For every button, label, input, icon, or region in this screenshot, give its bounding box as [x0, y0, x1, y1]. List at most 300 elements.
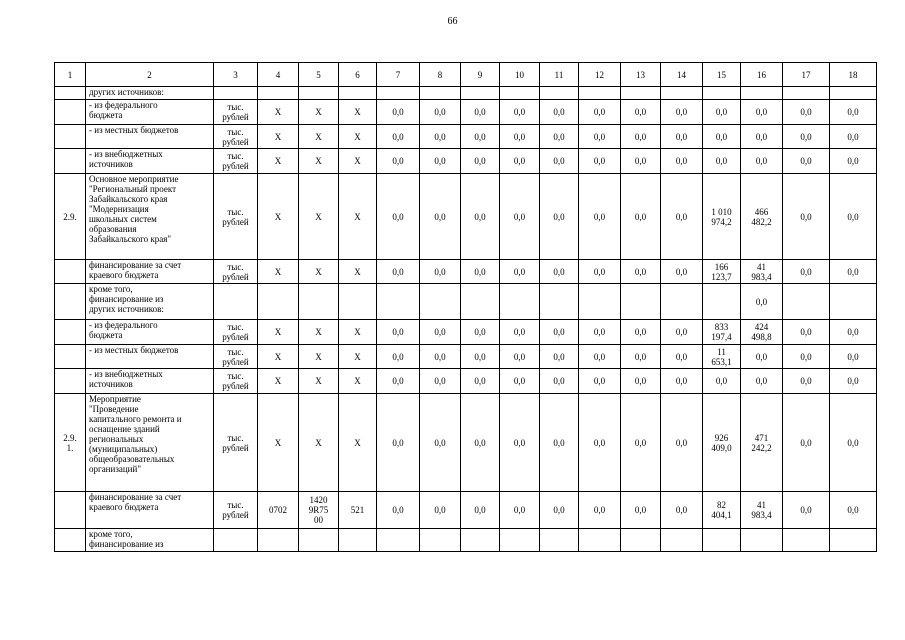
cell-text: 0,0	[755, 351, 768, 362]
header-cell: 18	[830, 63, 877, 87]
table-cell	[214, 320, 258, 345]
table-cell	[420, 87, 461, 100]
table-cell	[299, 149, 339, 174]
cell-text: X	[274, 376, 282, 386]
cell-text: 0,0	[675, 505, 688, 515]
table-cell	[579, 492, 621, 529]
table-cell	[540, 284, 579, 320]
table-cell	[258, 394, 299, 492]
table-cell	[339, 345, 377, 369]
table-cell	[377, 149, 420, 174]
table-cell	[55, 100, 86, 125]
table-cell	[258, 529, 299, 552]
table-cell	[783, 87, 830, 100]
table-cell	[703, 149, 741, 174]
table-cell	[461, 345, 500, 369]
cell-text: 0,0	[474, 266, 486, 277]
cell-text: 0,0	[434, 351, 446, 362]
cell-text: 0,0	[553, 376, 565, 386]
cell-text: 926 409,0	[711, 432, 732, 453]
table-cell	[741, 174, 783, 260]
cell-text: 0,0	[593, 107, 606, 117]
cell-text: 0,0	[847, 156, 859, 166]
cell-text: 41 983,4	[751, 500, 772, 520]
table-cell	[339, 529, 377, 552]
cell-text: кроме того, финансирование из	[89, 529, 164, 549]
cell-text: 0,0	[755, 156, 768, 166]
table-cell	[214, 100, 258, 125]
table-cell	[500, 369, 540, 394]
table-cell	[741, 369, 783, 394]
header-cell: 2	[86, 63, 214, 87]
cell-text: кроме того, финансирование из других источников:	[89, 284, 164, 314]
page-number: 66	[447, 16, 458, 27]
table-cell	[661, 125, 703, 149]
table-cell	[579, 369, 621, 394]
table-cell	[540, 149, 579, 174]
table-cell	[214, 284, 258, 320]
table-cell	[339, 100, 377, 125]
table-cell	[339, 87, 377, 100]
table-row	[55, 284, 877, 320]
table-cell	[500, 394, 540, 492]
table-cell	[55, 174, 86, 260]
table-cell	[420, 345, 461, 369]
table-cell	[377, 260, 420, 284]
cell-text: X	[315, 131, 322, 142]
cell-text: 0,0	[847, 437, 859, 448]
cell-text: 0,0	[434, 327, 446, 337]
cell-text: X	[354, 376, 361, 386]
cell-text: 0,0	[553, 351, 565, 362]
table-cell	[377, 87, 420, 100]
table-cell	[579, 284, 621, 320]
table-cell	[299, 100, 339, 125]
cell-text: - из федерального бюджета	[89, 100, 158, 120]
table-cell	[461, 394, 500, 492]
table-cell	[579, 345, 621, 369]
table-cell	[461, 284, 500, 320]
table-cell	[661, 345, 703, 369]
table-cell	[299, 284, 339, 320]
table-cell	[461, 320, 500, 345]
table-cell	[830, 174, 877, 260]
table-cell	[661, 260, 703, 284]
table-cell	[55, 369, 86, 394]
cell-text: 471 242,2	[751, 432, 772, 453]
cell-text: 0,0	[513, 156, 526, 166]
table-cell	[783, 320, 830, 345]
table-cell	[703, 369, 741, 394]
table-cell	[703, 492, 741, 529]
cell-text: 0,0	[434, 505, 446, 515]
cell-text: 0,0	[634, 211, 647, 222]
table-cell	[420, 284, 461, 320]
cell-text: 0,0	[755, 376, 768, 386]
table-cell	[703, 87, 741, 100]
cell-text: 0,0	[513, 107, 526, 117]
table-cell	[661, 492, 703, 529]
table-cell	[214, 125, 258, 149]
table-cell	[830, 394, 877, 492]
cell-text: тыс. рублей	[222, 500, 249, 520]
table-cell	[258, 149, 299, 174]
cell-text: X	[354, 437, 361, 448]
table-cell	[579, 87, 621, 100]
table-cell	[214, 529, 258, 552]
cell-text: 0,0	[513, 351, 526, 362]
row-description	[86, 320, 214, 345]
cell-text: 0,0	[513, 266, 526, 277]
row-description	[86, 394, 214, 492]
table-cell	[579, 394, 621, 492]
table-cell	[420, 149, 461, 174]
table-cell	[299, 87, 339, 100]
table-cell	[214, 492, 258, 529]
table-cell	[830, 529, 877, 552]
row-description	[86, 100, 214, 125]
cell-text: 0,0	[593, 266, 606, 277]
table-cell	[339, 149, 377, 174]
table-cell	[299, 369, 339, 394]
table-cell	[703, 125, 741, 149]
header-cell: 8	[420, 63, 461, 87]
table-cell	[500, 174, 540, 260]
cell-text: 0,0	[675, 351, 688, 362]
table-cell	[540, 394, 579, 492]
cell-text: 1 010 974,2	[711, 206, 732, 227]
table-cell	[703, 284, 741, 320]
header-cell: 6	[339, 63, 377, 87]
table-cell	[258, 345, 299, 369]
table-cell	[830, 492, 877, 529]
cell-text: 0,0	[755, 131, 768, 142]
cell-text: 0,0	[392, 131, 404, 142]
table-cell	[377, 369, 420, 394]
cell-text: 0,0	[634, 505, 647, 515]
table-cell	[339, 284, 377, 320]
cell-text: 0,0	[593, 437, 606, 448]
table-cell	[461, 149, 500, 174]
table-cell	[783, 260, 830, 284]
cell-text: 0,0	[513, 211, 526, 222]
table-cell	[258, 125, 299, 149]
cell-text: 0,0	[634, 107, 647, 117]
cell-text: 0,0	[434, 156, 446, 166]
table-cell	[540, 345, 579, 369]
table-cell	[258, 492, 299, 529]
table-cell	[830, 149, 877, 174]
table-cell	[214, 87, 258, 100]
table-cell	[783, 125, 830, 149]
header-cell: 10	[500, 63, 540, 87]
table-cell	[339, 394, 377, 492]
table-cell	[299, 260, 339, 284]
cell-text: тыс. рублей	[222, 206, 249, 227]
cell-text: 0,0	[513, 437, 526, 448]
row-description	[86, 529, 214, 552]
table-cell	[258, 284, 299, 320]
table-row	[55, 174, 877, 260]
table-cell	[540, 100, 579, 125]
header-cell: 4	[258, 63, 299, 87]
cell-text: 0,0	[553, 266, 565, 277]
cell-text: 0,0	[434, 376, 446, 386]
cell-text: X	[274, 156, 282, 166]
cell-text: 0,0	[434, 131, 446, 142]
table-cell	[661, 320, 703, 345]
cell-text: 0,0	[593, 211, 606, 222]
header-row	[55, 63, 877, 87]
cell-text: 2.9.	[63, 211, 77, 222]
cell-text: X	[354, 211, 361, 222]
table-cell	[579, 260, 621, 284]
cell-text: X	[274, 351, 282, 362]
table-cell	[741, 100, 783, 125]
header-cell: 12	[579, 63, 621, 87]
table-cell	[741, 284, 783, 320]
cell-text: X	[274, 327, 282, 337]
cell-text: X	[315, 156, 322, 166]
table-cell	[830, 260, 877, 284]
row-description	[86, 149, 214, 174]
table-cell	[55, 87, 86, 100]
table-cell	[703, 529, 741, 552]
table-cell	[377, 529, 420, 552]
cell-text: X	[315, 437, 322, 448]
cell-text: 0,0	[593, 156, 606, 166]
cell-text: 0,0	[513, 327, 526, 337]
cell-text: - из местных бюджетов	[89, 125, 179, 135]
table-cell	[299, 394, 339, 492]
table-cell	[377, 394, 420, 492]
cell-text: других источников:	[89, 87, 164, 97]
cell-text: X	[274, 107, 282, 117]
cell-text: 0,0	[755, 107, 768, 117]
cell-text: 0,0	[675, 266, 688, 277]
table-cell	[55, 125, 86, 149]
cell-text: 0,0	[715, 131, 728, 142]
cell-text: - из федерального бюджета	[89, 320, 158, 340]
table-cell	[500, 100, 540, 125]
cell-text: 0,0	[800, 351, 812, 362]
table-cell	[830, 125, 877, 149]
table-cell	[741, 345, 783, 369]
cell-text: 0,0	[593, 351, 606, 362]
table-cell	[258, 369, 299, 394]
cell-text: 0,0	[675, 327, 688, 337]
table-cell	[540, 87, 579, 100]
cell-text: финансирование за счет краевого бюджета	[89, 260, 182, 280]
table-cell	[703, 174, 741, 260]
table-cell	[258, 87, 299, 100]
table-cell	[661, 100, 703, 125]
cell-text: 0,0	[434, 266, 446, 277]
cell-text: X	[315, 327, 322, 337]
table-cell	[377, 492, 420, 529]
cell-text: 0,0	[474, 107, 486, 117]
cell-text: 0,0	[675, 131, 688, 142]
table-cell	[703, 345, 741, 369]
table-cell	[299, 529, 339, 552]
table-cell	[339, 492, 377, 529]
header-cell: 11	[540, 63, 579, 87]
cell-text: - из внебюджетных источников	[89, 149, 163, 169]
table-cell	[579, 529, 621, 552]
table-cell	[703, 394, 741, 492]
table-cell	[500, 125, 540, 149]
cell-text: 0,0	[634, 376, 647, 386]
table-cell	[420, 529, 461, 552]
cell-text: тыс. рублей	[222, 371, 249, 391]
table-cell	[55, 529, 86, 552]
table-cell	[540, 369, 579, 394]
table-cell	[783, 369, 830, 394]
table-cell	[55, 284, 86, 320]
cell-text: 2.9. 1.	[63, 432, 77, 453]
table-row	[55, 369, 877, 394]
cell-text: 0,0	[553, 107, 565, 117]
cell-text: 0,0	[593, 131, 606, 142]
table-cell	[55, 149, 86, 174]
table-cell	[621, 394, 661, 492]
table-cell	[540, 529, 579, 552]
table-cell	[461, 125, 500, 149]
cell-text: 0,0	[675, 437, 688, 448]
table-cell	[377, 100, 420, 125]
cell-text: 0,0	[800, 437, 812, 448]
table-cell	[830, 369, 877, 394]
cell-text: X	[274, 211, 282, 222]
cell-text: 11 653,1	[711, 346, 732, 367]
cell-text: 0,0	[675, 376, 688, 386]
table-cell	[420, 394, 461, 492]
cell-text: 0,0	[434, 211, 446, 222]
header-cell: 16	[741, 63, 783, 87]
cell-text: 0,0	[800, 131, 812, 142]
table-cell	[830, 345, 877, 369]
cell-text: 0,0	[474, 376, 486, 386]
table-cell	[461, 174, 500, 260]
table-cell	[741, 320, 783, 345]
cell-text: 0,0	[800, 505, 812, 515]
header-cell: 3	[214, 63, 258, 87]
cell-text: 833 197,4	[711, 322, 732, 342]
table-cell	[830, 100, 877, 125]
table-cell	[55, 345, 86, 369]
cell-text: 0,0	[847, 131, 859, 142]
table-cell	[214, 174, 258, 260]
cell-text: 0,0	[553, 505, 565, 515]
table-cell	[621, 100, 661, 125]
table-cell	[741, 125, 783, 149]
cell-text: 0,0	[634, 131, 647, 142]
table-cell	[830, 87, 877, 100]
table-cell	[621, 369, 661, 394]
table-row	[55, 260, 877, 284]
table-cell	[420, 369, 461, 394]
cell-text: тыс. рублей	[222, 322, 249, 342]
table-cell	[661, 87, 703, 100]
table-cell	[621, 284, 661, 320]
cell-text: X	[315, 107, 322, 117]
table-cell	[214, 345, 258, 369]
cell-text: X	[274, 266, 282, 277]
header-cell: 7	[377, 63, 420, 87]
table-cell	[500, 149, 540, 174]
cell-text: 0,0	[392, 156, 404, 166]
cell-text: Мероприятие "Проведение капитального ремонта и оснащение зданий региональных (муниципальных) общеобразовательных организаций"	[89, 394, 182, 474]
cell-text: 0,0	[800, 327, 812, 337]
table-cell	[621, 492, 661, 529]
table-cell	[621, 529, 661, 552]
cell-text: - из внебюджетных источников	[89, 369, 163, 389]
cell-text: X	[354, 266, 361, 277]
cell-text: 166 123,7	[711, 261, 732, 282]
table-cell	[258, 320, 299, 345]
cell-text: тыс. рублей	[222, 432, 249, 453]
cell-text: 0,0	[513, 505, 526, 515]
cell-text: 0,0	[847, 327, 859, 337]
cell-text: 0,0	[553, 327, 565, 337]
table-cell	[420, 260, 461, 284]
table-cell	[661, 369, 703, 394]
cell-text: 0,0	[847, 266, 859, 277]
table-cell	[661, 284, 703, 320]
cell-text: 0,0	[675, 107, 688, 117]
header-cell: 5	[299, 63, 339, 87]
table-cell	[783, 174, 830, 260]
header-cell: 17	[783, 63, 830, 87]
cell-text: 0,0	[847, 211, 859, 222]
table-row	[55, 87, 877, 100]
cell-text: X	[354, 107, 361, 117]
cell-text: 0,0	[800, 107, 812, 117]
cell-text: 0,0	[474, 505, 486, 515]
cell-text: 0,0	[474, 156, 486, 166]
table-cell	[500, 260, 540, 284]
cell-text: 41 983,4	[751, 261, 772, 282]
cell-text: 1420 9R75 00	[308, 495, 329, 525]
table-cell	[783, 284, 830, 320]
table-cell	[621, 174, 661, 260]
table-cell	[621, 345, 661, 369]
cell-text: 0,0	[634, 327, 647, 337]
table-cell	[661, 529, 703, 552]
cell-text: 0,0	[675, 156, 688, 166]
cell-text: Основное мероприятие "Региональный проект Забайкальского края "Модернизация школьных систем образования Забайкальского края"	[89, 174, 179, 244]
cell-text: тыс. рублей	[222, 126, 249, 147]
table-cell	[621, 149, 661, 174]
cell-text: тыс. рублей	[222, 151, 249, 171]
cell-text: 0,0	[513, 131, 526, 142]
table-cell	[830, 284, 877, 320]
table-cell	[783, 529, 830, 552]
cell-text: 0,0	[392, 266, 404, 277]
table-cell	[377, 174, 420, 260]
table-cell	[540, 125, 579, 149]
table-cell	[500, 529, 540, 552]
table-cell	[500, 492, 540, 529]
table-cell	[500, 345, 540, 369]
row-description	[86, 260, 214, 284]
row-description	[86, 369, 214, 394]
cell-text: тыс. рублей	[222, 261, 249, 282]
table-cell	[55, 320, 86, 345]
table-row	[55, 492, 877, 529]
table-cell	[299, 125, 339, 149]
cell-text: 521	[350, 505, 365, 515]
